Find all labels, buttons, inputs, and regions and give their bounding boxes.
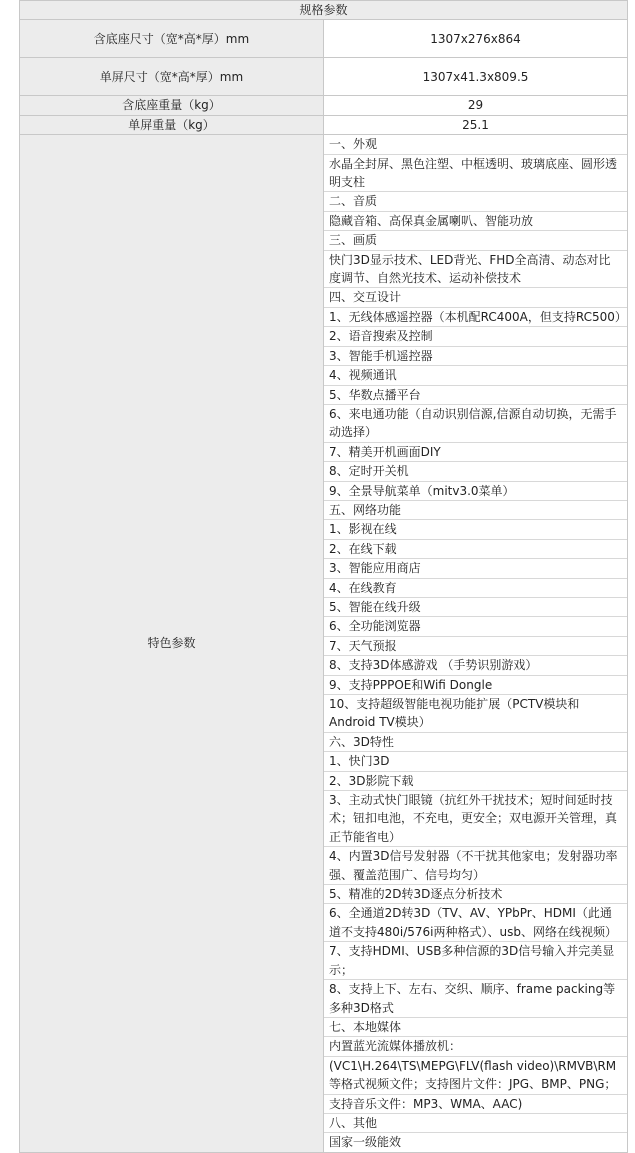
table-row: [20, 115, 628, 134]
table-row: [20, 20, 628, 58]
feature-line: (VC1\H.264\TS\MEPG\FLV(flash video)\RMVB\RM等格式视频文件；支持图片文件：JPG、BMP、PNG；: [324, 1057, 627, 1095]
table-row: [20, 58, 628, 96]
feature-line: 水晶全封屏、黑色注塑、中框透明、玻璃底座、圆形透明支柱: [324, 155, 627, 193]
feature-line: 国家一级能效: [329, 1135, 402, 1150]
row-value: 29: [324, 96, 628, 115]
feature-line: 3、智能应用商店: [324, 559, 627, 578]
feature-line: 5、华数点播平台: [324, 386, 627, 405]
feature-line: 快门3D显示技术、LED背光、FHD全高清、动态对比度调节、自然光技术、运动补偿技术: [324, 251, 627, 289]
row-label: 单屏重量（kg）: [20, 115, 324, 134]
features-row: [20, 135, 628, 1153]
feature-line: 三、画质: [324, 231, 627, 250]
row-label: 含底座重量（kg）: [20, 96, 324, 115]
feature-line: 一、外观: [324, 135, 627, 154]
feature-line: 2、3D影院下载: [324, 772, 627, 791]
table-title: 规格参数: [20, 1, 628, 20]
feature-line: 4、在线教育: [324, 579, 627, 598]
feature-line: 6、全通道2D转3D（TV、AV、YPbPr、HDMI（此通道不支持480i/576i两种格式）、usb、网络在线视频）: [324, 904, 627, 942]
feature-line: 3、智能手机遥控器: [324, 347, 627, 366]
feature-line: 四、交互设计: [324, 288, 627, 307]
feature-line: 七、本地媒体: [324, 1018, 627, 1037]
feature-line: 4、内置3D信号发射器（不干扰其他家电；发射器功率强、覆盖范围广、信号均匀）: [324, 847, 627, 885]
row-label: 单屏尺寸（宽*高*厚）mm: [20, 58, 324, 96]
feature-line: 6、来电通功能（自动识别信源,信源自动切换，无需手动选择）: [324, 405, 627, 443]
feature-line: 4、视频通讯: [324, 366, 627, 385]
feature-line: 3、主动式快门眼镜（抗红外干扰技术；短时间延时技术；钮扣电池，不充电，更安全；双电源开关管理，真正节能省电）: [324, 791, 627, 847]
feature-line: 9、全景导航菜单（mitv3.0菜单）: [324, 482, 627, 501]
feature-line: 2、语音搜索及控制: [324, 327, 627, 346]
row-value: 1307x276x864: [324, 20, 628, 58]
feature-line: 7、精美开机画面DIY: [324, 443, 627, 462]
feature-line: 八、其他: [324, 1114, 627, 1133]
feature-line: 7、天气预报: [324, 637, 627, 656]
feature-line: 二、音质: [324, 192, 627, 211]
features-label: 特色参数: [20, 135, 324, 1153]
row-value: 25.1: [324, 115, 628, 134]
feature-line: 六、3D特性: [324, 733, 627, 752]
feature-line: 1、快门3D: [324, 752, 627, 771]
table-title-row: [20, 1, 628, 20]
table-row: [20, 96, 628, 115]
spec-table: [19, 0, 628, 1153]
feature-line: 7、支持HDMI、USB多种信源的3D信号输入并完美显示；: [324, 942, 627, 980]
feature-line: 8、支持3D体感游戏 （手势识别游戏）: [324, 656, 627, 675]
feature-line: 1、无线体感遥控器（本机配RC400A，但支持RC500）: [324, 308, 627, 327]
feature-line: 5、精准的2D转3D逐点分析技术: [324, 885, 627, 904]
feature-line: 8、定时开关机: [324, 462, 627, 481]
feature-line: 6、全功能浏览器: [324, 617, 627, 636]
features-list: [324, 135, 628, 1153]
feature-line: 9、支持PPPOE和Wifi Dongle: [324, 676, 627, 695]
feature-line: 隐藏音箱、高保真金属喇叭、智能功放: [324, 212, 627, 231]
row-label: 含底座尺寸（宽*高*厚）mm: [20, 20, 324, 58]
feature-line: 5、智能在线升级: [324, 598, 627, 617]
feature-line: 1、影视在线: [324, 520, 627, 539]
spec-table-container: [19, 0, 628, 1153]
feature-line: 内置蓝光流媒体播放机：: [324, 1037, 627, 1056]
feature-line: 五、网络功能: [324, 501, 627, 520]
feature-line: 8、支持上下、左右、交织、顺序、frame packing等多种3D格式: [324, 980, 627, 1018]
feature-line: 支持音乐文件：MP3、WMA、AAC): [324, 1095, 627, 1114]
feature-line: 2、在线下载: [324, 540, 627, 559]
row-value: 1307x41.3x809.5: [324, 58, 628, 96]
feature-line: 10、支持超级智能电视功能扩展（PCTV模块和Android TV模块）: [324, 695, 627, 733]
